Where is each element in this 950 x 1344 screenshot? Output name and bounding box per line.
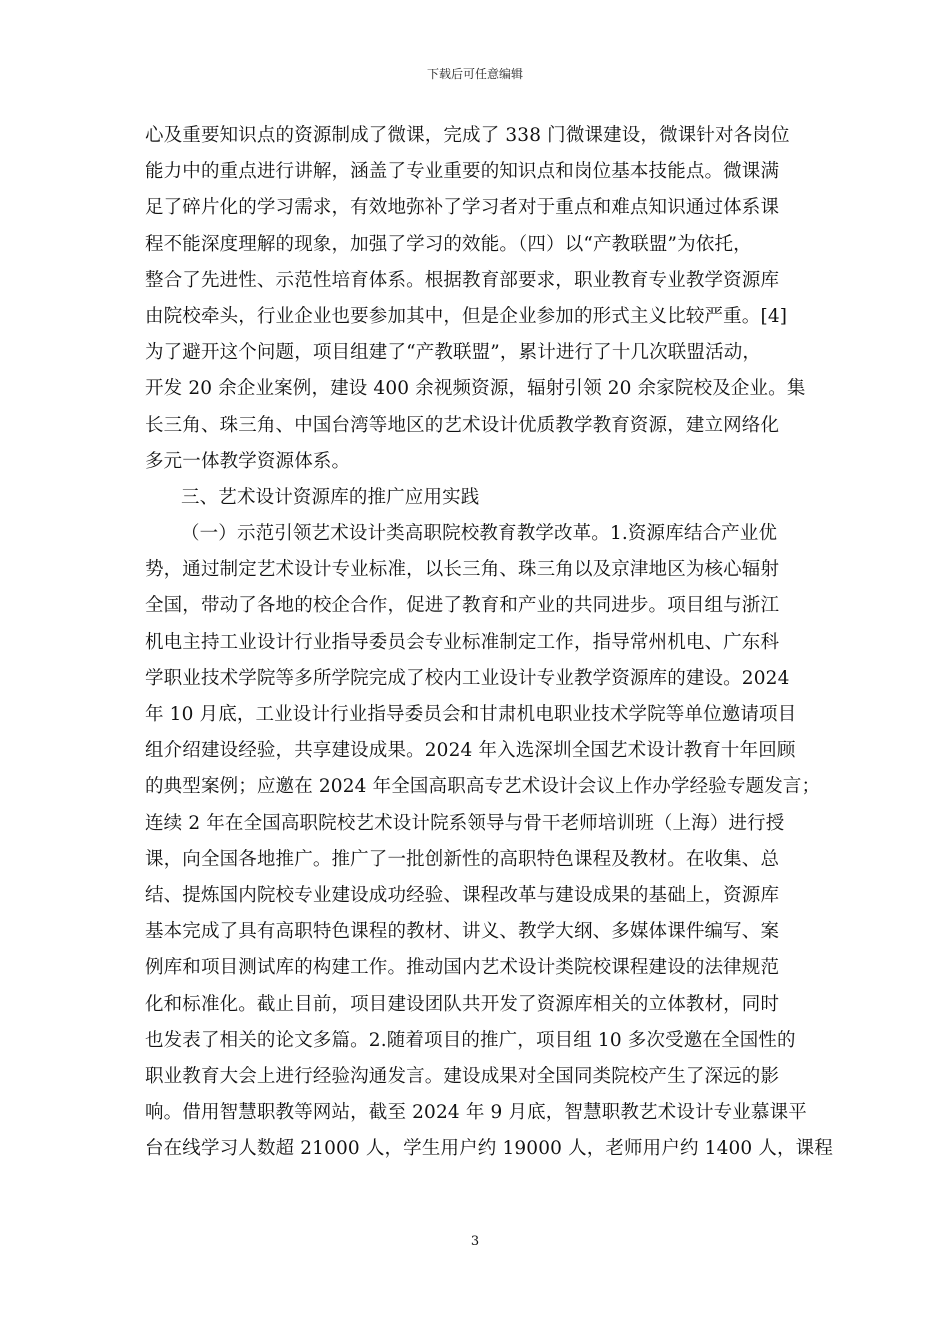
text-line: 的典型案例；应邀在 2024 年全国高职高专艺术设计会议上作办学经验专题发言； <box>145 776 821 798</box>
text-line: 长三角、珠三角、中国台湾等地区的艺术设计优质教学教育资源，建立网络化 <box>145 414 780 436</box>
text-line: 学职业技术学院等多所学院完成了校内工业设计专业教学资源库的建设。2024 <box>145 667 790 689</box>
text-line: 基本完成了具有高职特色课程的教材、讲义、教学大纲、多媒体课件编写、案 <box>145 921 780 943</box>
text-line: 台在线学习人数超 21000 人，学生用户约 19000 人，老师用户约 1400 人，课程 <box>145 1138 833 1160</box>
text-line: 心及重要知识点的资源制成了微课，完成了 338 门微课建设，微课针对各岗位 <box>145 125 790 146</box>
text-line: 组介绍建设经验，共享建设成果。2024 年入选深圳全国艺术设计教育十年回顾 <box>145 740 796 762</box>
text-line: 多元一体教学资源体系。 <box>145 450 351 472</box>
text-line: 响。借用智慧职教等网站，截至 2024 年 9 月底，智慧职教艺术设计专业慕课平 <box>145 1102 807 1124</box>
text-line: 势，通过制定艺术设计专业标准，以长三角、珠三角以及京津地区为核心辐射 <box>145 559 780 581</box>
text-line: 例库和项目测试库的构建工作。推动国内艺术设计类院校课程建设的法律规范 <box>145 957 780 979</box>
text-line: 连续 2 年在全国高职院校艺术设计院系领导与骨干老师培训班（上海）进行授 <box>145 812 785 834</box>
section-heading: 三、艺术设计资源库的推广应用实践 <box>181 486 480 508</box>
text-line: 也发表了相关的论文多篇。2.随着项目的推广，项目组 10 多次受邀在全国性的 <box>145 1029 796 1051</box>
text-line: 足了碎片化的学习需求，有效地弥补了学习者对于重点和难点知识通过体系课 <box>145 197 780 219</box>
text-line: （一）示范引领艺术设计类高职院校教育教学改革。1.资源库结合产业优 <box>181 523 778 545</box>
text-line: 机电主持工业设计行业指导委员会专业标准制定工作，指导常州机电、广东科 <box>145 631 780 653</box>
page-body <box>145 118 833 1167</box>
text-line: 化和标准化。截止目前，项目建设团队共开发了资源库相关的立体教材，同时 <box>145 993 780 1015</box>
page-header: 下载后可任意编辑 <box>426 67 523 81</box>
text-line: 程不能深度理解的现象，加强了学习的效能。（四）以“产教联盟”为依托， <box>145 233 752 255</box>
text-line: 结、提炼国内院校专业建设成功经验、课程改革与建设成果的基础上，资源库 <box>145 884 780 906</box>
text-line: 职业教育大会上进行经验沟通发言。建设成果对全国同类院校产生了深远的影 <box>145 1065 780 1087</box>
text-line: 能力中的重点进行讲解，涵盖了专业重要的知识点和岗位基本技能点。微课满 <box>145 161 780 183</box>
text-line: 由院校牵头，行业企业也要参加其中，但是企业参加的形式主义比较严重。[4] <box>145 305 788 327</box>
text-line: 开发 20 余企业案例，建设 400 余视频资源，辐射引领 20 余家院校及企业。集 <box>145 378 806 400</box>
page-number: 3 <box>470 1234 480 1249</box>
text-line: 年 10 月底，工业设计行业指导委员会和甘肃机电职业技术学院等单位邀请项目 <box>145 704 797 725</box>
text-line: 整合了先进性、示范性培育体系。根据教育部要求，职业教育专业教学资源库 <box>145 269 780 291</box>
text-line: 全国，带动了各地的校企合作，促进了教育和产业的共同进步。项目组与浙江 <box>145 595 780 617</box>
text-line: 为了避开这个问题，项目组建了“产教联盟”，累计进行了十几次联盟活动， <box>145 342 762 364</box>
text-line: 课，向全国各地推广。推广了一批创新性的高职特色课程及教材。在收集、总 <box>145 848 780 870</box>
